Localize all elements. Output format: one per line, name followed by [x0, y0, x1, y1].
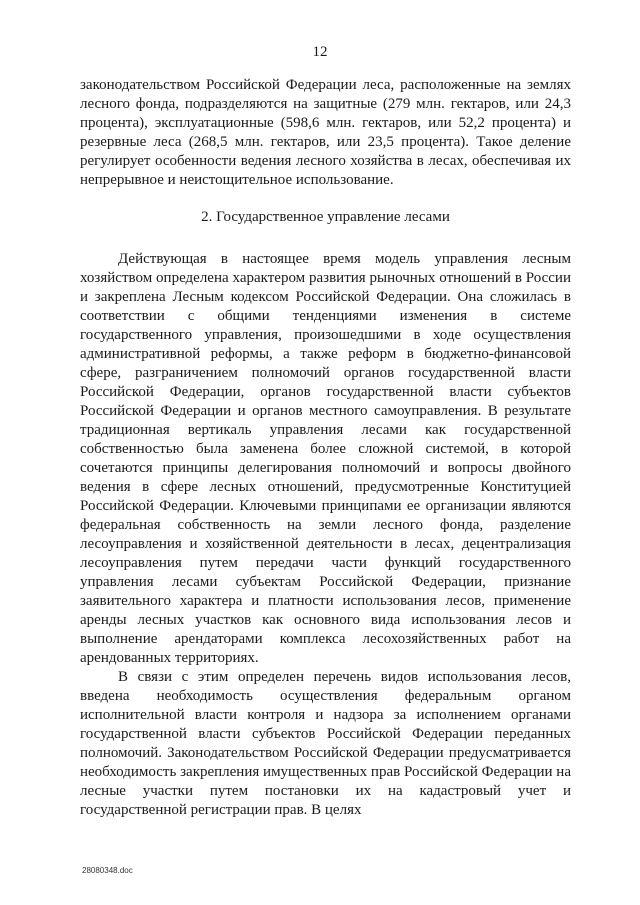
document-body: [80, 76, 571, 820]
footer-filename: 28080348.doc: [82, 866, 133, 875]
paragraph-use-types: В связи с этим определен перечень видов использования лесов, введена необходимость осуществления федеральным органом исполнительной власти контроля и надзора за исполнением органами государственной власти субъектов Российской Федерации переданных полномочий. Законодательством Российской Федерации предусматривается необходимость закрепления имущественных прав Российской Федерации на лесные участки путем постановки их на кадастровый учет и государственной регистрации прав. В целях: [80, 669, 571, 818]
paragraph-management-model: Действующая в настоящее время модель управления лесным хозяйством определена характером развития рыночных отношений в России и закреплена Лесным кодексом Российской Федерации. Она сложилась в соответствии с общими тенденциями изменения в системе государственного управления, произошедшими в ходе осуществления административной реформы, а также реформ в бюджетно-финансовой сфере, разграничением полномочий органов государственной власти Российской Федерации, органов государственной власти субъектов Российской Федерации и органов местного самоуправления. В результате традиционная вертикаль управления лесами как государственной собственностью была заменена более сложной системой, в которой сочетаются принципы делегирования полномочий и вопросы двойного ведения в сфере лесных отношений, предусмотренные Конституцией Российской Федерации. Ключевыми принципами ее организации являются федеральная собственность на земли лесного фонда, разделение лесоуправления и хозяйственной деятельности в лесах, децентрализация лесоуправления путем передачи части функций государственного управления лесами субъектам Российской Федерации, признание заявительного характера и платности использования лесов, применение аренды лесных участков как основного вида использования лесов и выполнение арендаторами комплекса лесохозяйственных работ на арендованных территориях.: [80, 251, 571, 666]
section-heading: 2. Государственное управление лесами: [201, 209, 450, 225]
paragraph-forest-categories: законодательством Российской Федерации леса, расположенные на землях лесного фонда, подразделяются на защитные (279 млн. гектаров, или 24,3 процента), эксплуатационные (598,6 млн. гектаров, или 52,2 процента) и резервные леса (268,5 млн. гектаров, или 23,5 процента). Такое деление регулирует особенности ведения лесного хозяйства в лесах, обеспечивая их непрерывное и неистощительное использование.: [80, 77, 571, 188]
page-number: 12: [312, 44, 328, 60]
